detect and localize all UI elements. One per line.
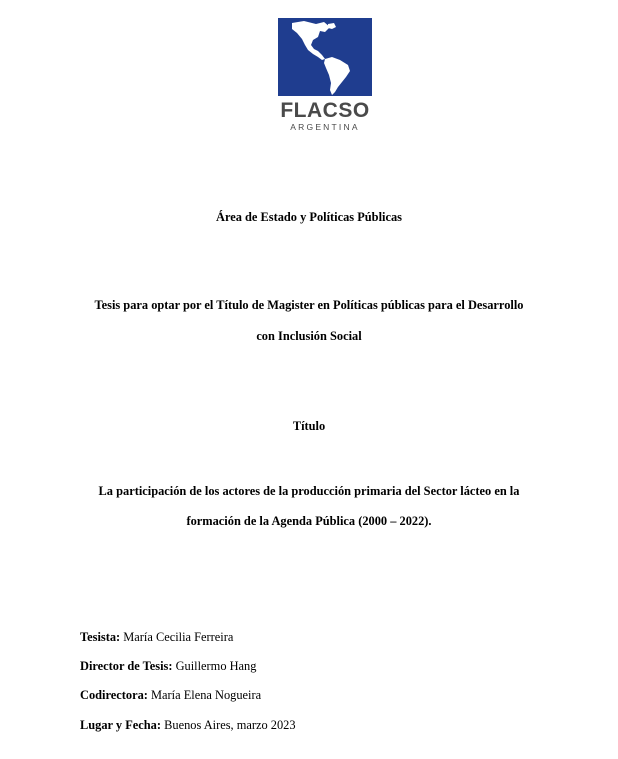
detail-place-date: [80, 718, 296, 733]
detail-value: María Cecilia Ferreira: [123, 630, 234, 644]
detail-label: Lugar y Fecha:: [80, 718, 161, 732]
detail-label: Codirectora:: [80, 688, 148, 702]
thesis-title-line-1: La participación de los actores de la producción primaria del Sector lácteo en la: [98, 484, 520, 498]
title-label: Título: [292, 419, 326, 433]
detail-label: Tesista:: [80, 630, 121, 644]
detail-value: María Elena Nogueira: [151, 688, 262, 702]
detail-director: [80, 659, 256, 674]
americas-map-icon: [278, 18, 372, 96]
detail-codirector: [80, 688, 261, 703]
detail-author: [80, 630, 233, 645]
thesis-title-line-2: formación de la Agenda Pública (2000 – 2022).: [186, 514, 432, 528]
area-heading: Área de Estado y Políticas Públicas: [216, 210, 402, 224]
detail-value: Buenos Aires, marzo 2023: [164, 718, 296, 732]
logo-subtitle: ARGENTINA: [290, 122, 360, 132]
thesis-purpose-line-1: Tesis para optar por el Título de Magister en Políticas públicas para el Desarrollo: [94, 298, 524, 312]
detail-label: Director de Tesis:: [80, 659, 173, 673]
thesis-purpose-line-2: con Inclusión Social: [256, 329, 362, 343]
detail-value: Guillermo Hang: [175, 659, 257, 673]
flacso-logo: [275, 18, 375, 136]
logo-name: FLACSO: [280, 99, 370, 122]
